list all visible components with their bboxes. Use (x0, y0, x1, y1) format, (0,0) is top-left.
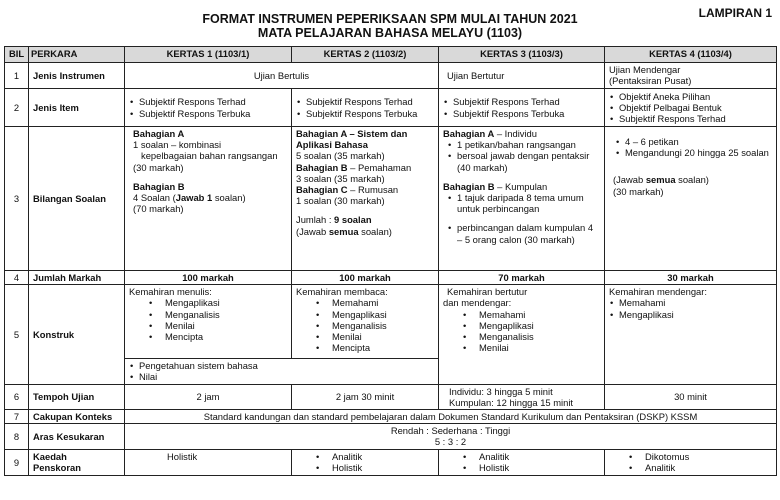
cell-text: Bahagian C – Rumusan (296, 184, 399, 196)
cell-text: Bahagian B – Pemahaman (296, 161, 412, 173)
cell-jenis-instrumen-k12: Ujian Bertulis (125, 63, 439, 89)
cell-text: (Jawab semua soalan) (296, 225, 392, 237)
cell-text: Jumlah : 9 soalan (296, 214, 372, 226)
cell-text: (30 markah) (613, 185, 664, 197)
cell-jenis-item-k3 (439, 89, 605, 127)
cell-jenis-item-k2 (292, 89, 439, 127)
list-item: • Menganalisis (129, 309, 287, 320)
row-number: 6 (5, 384, 29, 409)
cell-text: 5 : 3 : 2 (434, 436, 467, 448)
cell-text: 1 soalan – kombinasi (133, 139, 222, 151)
list-item: • Subjektif Respons Terhad (129, 96, 287, 107)
row-label: Jenis Item (29, 89, 125, 127)
list-item: • Objektif Aneka Pilihan (609, 91, 772, 102)
table-row (5, 271, 777, 285)
table-row (5, 89, 777, 127)
cell-konstruk-k12-shared (125, 359, 439, 384)
row-label: Bilangan Soalan (29, 127, 125, 271)
list-item: • Mencipta (296, 342, 434, 353)
col-kertas-4: KERTAS 4 (1103/4) (605, 47, 777, 63)
cell-text: 5 soalan (35 markah) (296, 150, 385, 162)
list-item: • Menganalisis (443, 331, 600, 342)
row-number: 7 (5, 410, 29, 424)
col-kertas-3: KERTAS 3 (1103/3) (439, 47, 605, 63)
list-item: • Memahami (609, 297, 772, 308)
list-item: • Mengaplikasi (296, 309, 434, 320)
list-item: • Memahami (443, 309, 600, 320)
cell-jenis-instrumen-k4 (605, 63, 777, 89)
list-item: • 4 – 6 petikan (615, 136, 772, 147)
list-item: • Mengandungi 20 hingga 25 soalan (615, 147, 772, 158)
list-item: • Menilai (443, 342, 600, 353)
list-item: • Subjektif Respons Terhad (609, 113, 772, 124)
row-number: 5 (5, 285, 29, 384)
cell-text: dan mendengar: (443, 297, 512, 309)
document-title (0, 12, 780, 40)
list-item: • perbincangan dalam kumpulan 4 – 5 orang calon (30 markah) (447, 222, 600, 244)
list-item: • Memahami (296, 297, 434, 308)
list-item: • bersoal jawab dengan pentaksir (40 markah) (447, 150, 600, 172)
row-label: Aras Kesukaran (29, 424, 125, 449)
row-label-line: Penskoran (33, 462, 81, 474)
cell-konstruk-k3 (439, 285, 605, 384)
cell-text: 3 soalan (35 markah) (296, 172, 385, 184)
cell-tempoh-k3 (439, 384, 605, 409)
list-item: • Analitik (443, 451, 600, 462)
row-number: 2 (5, 89, 29, 127)
cell-text: kepelbagaian bahan rangsangan (141, 150, 278, 162)
cell-jumlah-markah-k1: 100 markah (125, 271, 292, 285)
row-label (29, 449, 125, 475)
cell-konstruk-k2 (292, 285, 439, 359)
cell-jumlah-markah-k3: 70 markah (439, 271, 605, 285)
cell-text: (70 markah) (133, 203, 184, 215)
cell-bilangan-soalan-k3 (439, 127, 605, 271)
cell-text: Kemahiran bertutur (447, 286, 528, 298)
cell-text: Kemahiran mendengar: (609, 286, 707, 298)
list-item: • Subjektif Respons Terhad (443, 96, 600, 107)
cell-text: Rendah : Sederhana : Tinggi (390, 425, 511, 437)
cell-bilangan-soalan-k1 (125, 127, 292, 271)
cell-kaedah-k4 (605, 449, 777, 475)
cell-text: 1 soalan (30 markah) (296, 195, 385, 207)
table-row (5, 449, 777, 475)
table-row (5, 384, 777, 409)
table-row (5, 127, 777, 271)
list-item: • Dikotomus (609, 451, 772, 462)
list-item: • Mengaplikasi (129, 297, 287, 308)
cell-tempoh-k4: 30 minit (605, 384, 777, 409)
title-line-1: FORMAT INSTRUMEN PEPERIKSAAN SPM MULAI TAHUN 2021 (202, 12, 578, 26)
cell-bilangan-soalan-k2 (292, 127, 439, 271)
table-row (5, 63, 777, 89)
list-item: • Mengaplikasi (443, 320, 600, 331)
table-row (5, 285, 777, 359)
list-item: • Subjektif Respons Terbuka (296, 108, 434, 119)
row-label-line: Kaedah (33, 450, 67, 462)
list-item: • Subjektif Respons Terbuka (129, 108, 287, 119)
list-item: • Analitik (296, 451, 434, 462)
cell-tempoh-k1: 2 jam (125, 384, 292, 409)
list-item: • Mencipta (129, 331, 287, 342)
list-item: • Nilai (129, 371, 434, 382)
list-item: • Menganalisis (296, 320, 434, 331)
cell-aras-kesukaran (125, 424, 777, 449)
row-label: Jumlah Markah (29, 271, 125, 285)
col-bil: BIL (5, 47, 29, 63)
row-label: Konstruk (29, 285, 125, 384)
cell-text: Bahagian A – Individu (443, 128, 537, 139)
cell-text: (Pentaksiran Pusat) (609, 75, 692, 87)
cell-jenis-item-k1 (125, 89, 292, 127)
section-heading: Bahagian A (133, 128, 185, 139)
row-number: 4 (5, 271, 29, 285)
col-perkara: PERKARA (29, 47, 125, 63)
header-row (5, 47, 777, 63)
list-item: • Holistik (443, 462, 600, 473)
title-line-2: MATA PELAJARAN BAHASA MELAYU (1103) (257, 26, 523, 40)
section-heading: Aplikasi Bahasa (296, 139, 368, 151)
format-table (4, 46, 777, 476)
cell-kaedah-k2 (292, 449, 439, 475)
col-kertas-1: KERTAS 1 (1103/1) (125, 47, 292, 63)
row-number: 3 (5, 127, 29, 271)
list-item: • Pengetahuan sistem bahasa (129, 360, 434, 371)
section-heading: Bahagian B (133, 180, 185, 192)
row-number: 9 (5, 449, 29, 475)
list-item: • Holistik (296, 462, 434, 473)
cell-text: Bahagian B – Kumpulan (443, 180, 548, 192)
row-number: 1 (5, 63, 29, 89)
cell-text: Individu: 3 hingga 5 minit (449, 385, 553, 397)
cell-konstruk-k1 (125, 285, 292, 359)
list-item: • Menilai (296, 331, 434, 342)
cell-text: Ujian Mendengar (609, 64, 681, 75)
list-item: • Subjektif Respons Terhad (296, 96, 434, 107)
list-item: • 1 petikan/bahan rangsangan (447, 139, 600, 150)
lampiran-label: LAMPIRAN 1 (698, 6, 772, 20)
list-item: • Objektif Pelbagai Bentuk (609, 102, 772, 113)
list-item: • Analitik (609, 462, 772, 473)
cell-jenis-item-k4 (605, 89, 777, 127)
cell-text: Kemahiran membaca: (296, 286, 388, 298)
row-number: 8 (5, 424, 29, 449)
list-item: • Subjektif Respons Terbuka (443, 108, 600, 119)
cell-konstruk-k4 (605, 285, 777, 384)
cell-cakupan-konteks: Standard kandungan dan standard pembelajaran dalam Dokumen Standard Kurikulum dan Pentaksiran (DSKP) KSSM (125, 410, 777, 424)
col-kertas-2: KERTAS 2 (1103/2) (292, 47, 439, 63)
row-label: Cakupan Konteks (29, 410, 125, 424)
cell-text: Kemahiran menulis: (129, 286, 212, 298)
cell-text: 4 Soalan (Jawab 1 soalan) (133, 192, 246, 204)
list-item: • Mengaplikasi (609, 309, 772, 320)
cell-jenis-instrumen-k3: Ujian Bertutur (439, 63, 605, 89)
cell-tempoh-k2: 2 jam 30 minit (292, 384, 439, 409)
cell-bilangan-soalan-k4 (605, 127, 777, 271)
cell-text: (Jawab semua soalan) (613, 174, 709, 186)
list-item: • Menilai (129, 320, 287, 331)
table-row (5, 410, 777, 424)
cell-jumlah-markah-k4: 30 markah (605, 271, 777, 285)
list-item: • 1 tajuk daripada 8 tema umum untuk perbincangan (447, 192, 600, 214)
cell-kaedah-k1: Holistik (125, 449, 292, 475)
table-row (5, 424, 777, 449)
row-label: Tempoh Ujian (29, 384, 125, 409)
cell-text: Kumpulan: 12 hingga 15 minit (449, 396, 574, 408)
cell-text: (30 markah) (133, 161, 184, 173)
cell-jumlah-markah-k2: 100 markah (292, 271, 439, 285)
row-label: Jenis Instrumen (29, 63, 125, 89)
cell-kaedah-k3 (439, 449, 605, 475)
section-heading: Bahagian A – Sistem dan (296, 128, 408, 139)
